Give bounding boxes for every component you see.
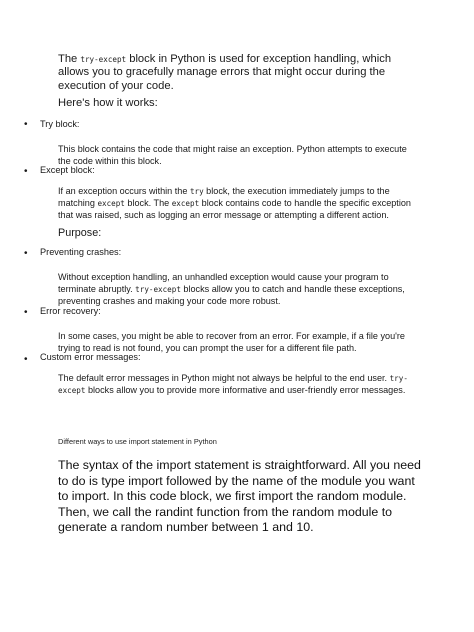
bullet-dot: • [24, 354, 28, 365]
code-except: except [97, 199, 125, 208]
error-recovery-label: Error recovery: [40, 306, 101, 316]
code-except: except [171, 199, 200, 208]
preventing-crashes-label: Preventing crashes: [40, 247, 122, 257]
custom-error-messages-label: Custom error messages: [40, 352, 141, 362]
intro-paragraph [58, 53, 418, 93]
bullet-dot: • [24, 119, 28, 130]
import-paragraph: The syntax of the import statement is straightforward. All you need to do is type import followed by the name of the module you want to import. In this code block, we first import the random module. Then, we call the randint function from the random module to generate a random number between 1 and 10. [58, 458, 421, 535]
except-block-description: If an exception occurs within the try block, the execution immediately jumps to the matching except block. The except block contains code to handle the specific exception that was raised, such as logging an error message or attempting a different action. [58, 186, 411, 220]
code-try: try [189, 187, 204, 197]
how-it-works-heading: Here's how it works: [58, 97, 158, 109]
code-try-except: try-except [58, 374, 408, 395]
code-try-except: try-except [135, 285, 181, 294]
bullet-dot: • [24, 248, 28, 259]
import-section-heading: Different ways to use import statement in Python [58, 437, 217, 447]
try-block-description: This block contains the code that might raise an exception. Python attempts to execute the code within this block. [58, 144, 407, 166]
bullet-dot: • [24, 307, 28, 318]
purpose-heading: Purpose: [58, 227, 102, 239]
intro-text-1: The [58, 53, 81, 65]
custom-error-messages-description: The default error messages in Python might not always be helpful to the end user. try-except blocks allow you to provide more informative and user-friendly error messages. [58, 373, 408, 395]
bullet-dot: • [24, 166, 28, 177]
intro-code: try-except [80, 55, 127, 64]
except-block-label: Except block: [40, 165, 95, 175]
intro-text-2: block in Python is used for exception handling, which allows you to gracefully manage errors that might occur during the execution of your code. [58, 53, 392, 92]
try-block-label: Try block: [40, 119, 80, 129]
error-recovery-description: In some cases, you might be able to recover from an error. For example, if a file you're trying to read is not found, you can prompt the user for a different file path. [58, 331, 405, 353]
preventing-crashes-description: Without exception handling, an unhandled exception would cause your program to terminate abruptly. try-except blocks allow you to catch and handle these exceptions, preventing crashes and making your code more robust. [58, 272, 405, 306]
